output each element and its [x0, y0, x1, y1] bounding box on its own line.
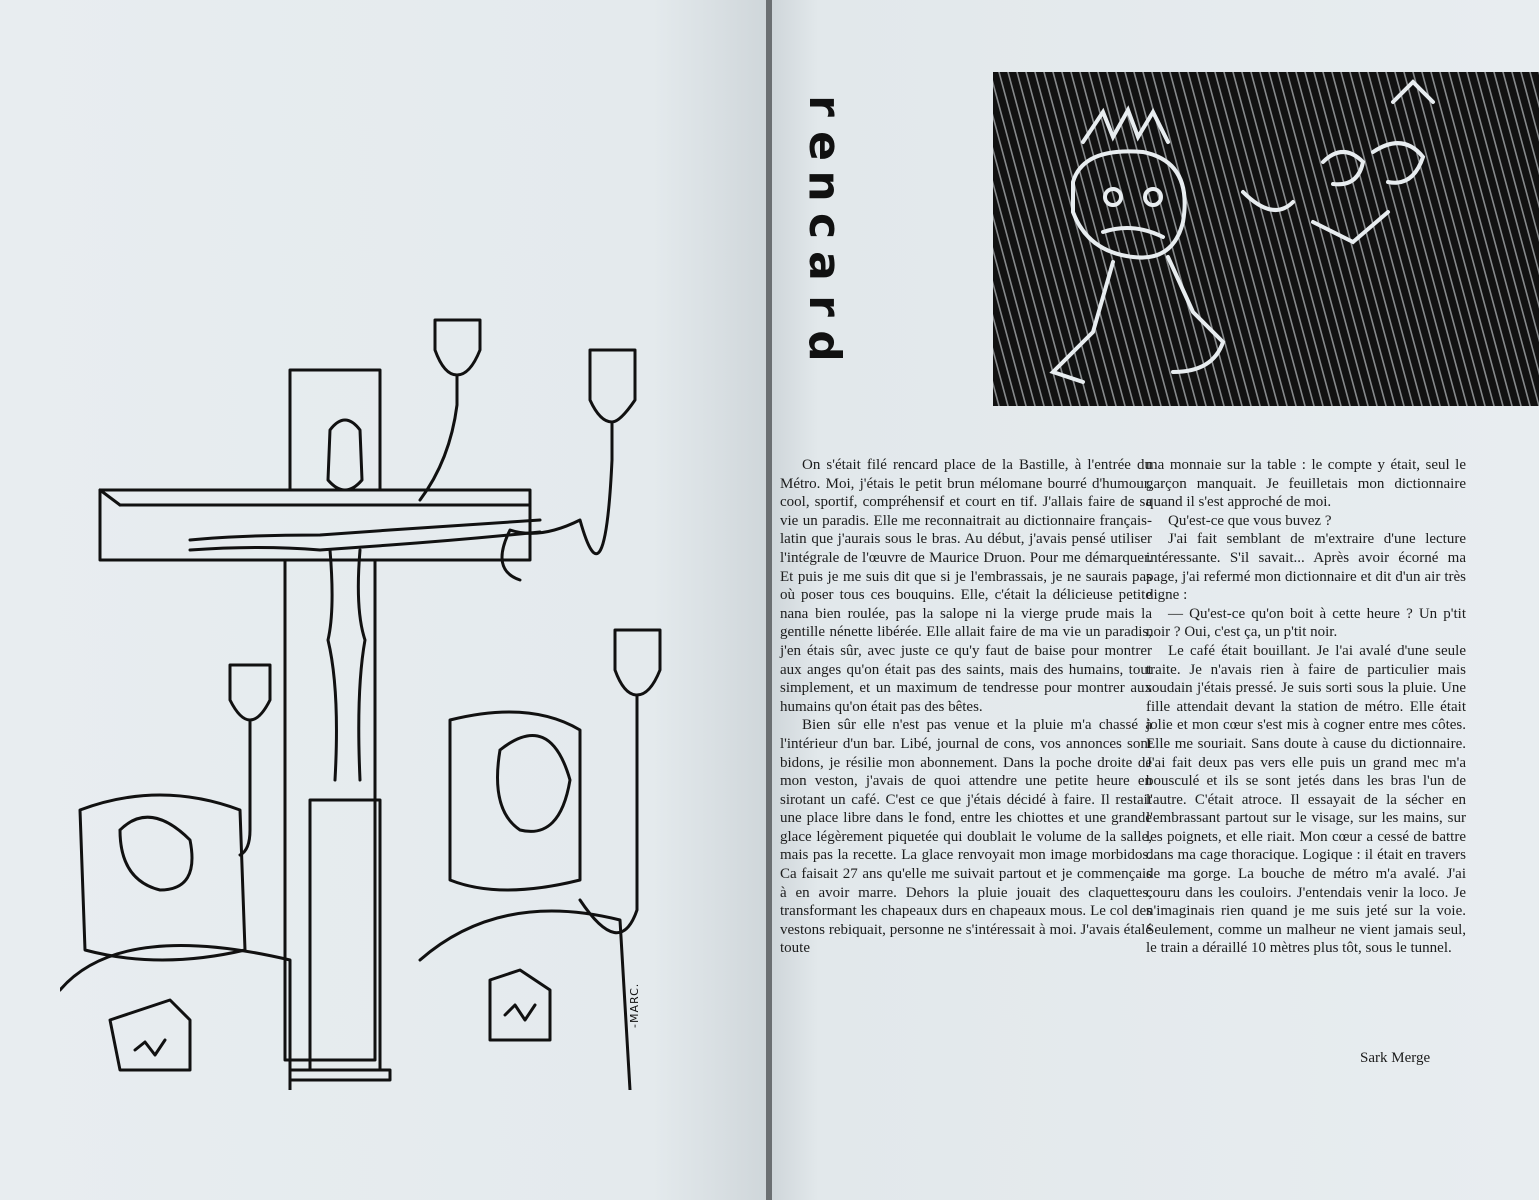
- title-letter: c: [799, 212, 850, 240]
- title-letter: n: [798, 170, 850, 202]
- author-signature: Sark Merge: [1360, 1050, 1431, 1066]
- paragraph: Le café était bouillant. Je l'ai avalé d'une seule traite. Je n'avais rien à faire de particulier mais soudain j'étais pressé. Je suis sorti sous la pluie. Une fille attendait devant la station de métro. Elle était jolie et mon cœur s'est mis à cogner entre mes côtes. Elle me souriait. Sans doute à cause du dictionnaire. J'ai fait deux pas vers elle puis un grand mec m'a bousculé et ils se sont jetés dans les bras l'un de l'autre. C'était atroce. Il essayait de la sécher en l'embrassant partout sur le visage, sur les mains, sur les poignets, et elle riait. Mon cœur a cessé de battre dans ma cage thoracique. Logique : il était en travers de ma gorge. La bouche de métro m'a avalé. J'ai couru dans les couloirs. J'entendais venir la loco. Je n'imaginais rien quand je me suis jeté sur la voie. Seulement, comme un malheur ne vient jamais seul, le train a déraillé 10 mètres plus tôt, sous le tunnel.: [1146, 642, 1466, 957]
- title-letter: r: [798, 95, 850, 117]
- title-letter: r: [798, 295, 850, 317]
- hospital-cross-illustration: [60, 310, 700, 1090]
- rain-couple-illustration: [993, 72, 1539, 406]
- paragraph: ma monnaie sur la table : le compte y était, seul le garçon manquait. Je feuilletais mon dictionnaire quand il s'est approché de moi.: [1146, 457, 1466, 511]
- right-page: [772, 0, 1539, 1200]
- left-page: [0, 0, 768, 1200]
- paragraph: On s'était filé rencard place de la Bastille, à l'entrée du Métro. Moi, j'étais le petit brun mélomane bourré d'humour, cool, sportif, compréhensif et court en tif. J'allais faire de sa vie un paradis. Elle me reconnaitrait au dictionnaire français-latin que j'aurais sous le bras. Au début, j'avais pensé utiliser l'intégrale de l'œuvre de Maurice Druon. Pour me démarquer. Et puis je me suis dit que si je l'embrassais, je ne saurais pas où poser tous ces bouquins. Elle, c'était la délicieuse petite nana bien roulée, pas la salope ni la vierge prude mais la gentille nénette libérée. Elle allait faire de ma vie un paradis, j'en étais sûr, avec juste ce qu'y faut de baise pour montrer aux anges qu'on était pas des saints, mais des humains, tout simplement, et un maximum de tendresse pour montrer aux humains qu'on était pas des bêtes.: [780, 457, 1152, 715]
- paragraph: — Qu'est-ce qu'on boit à cette heure ? Un p'tit noir ? Oui, c'est ça, un p'tit noir.: [1146, 605, 1466, 641]
- paragraph: J'ai fait semblant de m'extraire d'une lecture intéressante. S'il savait... Après avoir écorné ma page, j'ai refermé mon dictionnaire et dit d'un air très digne :: [1146, 531, 1466, 604]
- paragraph: Bien sûr elle n'est pas venue et la pluie m'a chassé à l'intérieur d'un bar. Libé, journal de cons, vos annonces sont bidons, je résilie mon abonnement. Dans la poche droite de mon veston, j'avais de quoi attendre une petite heure en sirotant un café. C'est ce que j'étais décidé à faire. Il restait une place libre dans le fond, entre les chiottes et une grande glace légèrement piquetée qui doublait le volume de la salle, mais pas la recette. La glace renvoyait mon image morbidos. Ca faisait 27 ans qu'elle me suivait partout et je commençais à en avoir marre. Dehors la pluie jouait des claquettes, transformant les chapeaux durs en chapeaux mous. Le col des vestons rebiquait, personne ne s'intéressait à moi. J'avais étalé toute: [780, 717, 1152, 957]
- title-letter: d: [799, 330, 850, 362]
- title-letter: e: [799, 131, 850, 161]
- article-column-2: [1146, 456, 1466, 958]
- title-letter: a: [798, 251, 850, 281]
- paragraph: Qu'est-ce que vous buvez ?: [1168, 512, 1332, 529]
- article-title: [794, 86, 854, 366]
- illustrator-signature: -MARC.: [628, 982, 641, 1028]
- article-column-1: [780, 456, 1152, 958]
